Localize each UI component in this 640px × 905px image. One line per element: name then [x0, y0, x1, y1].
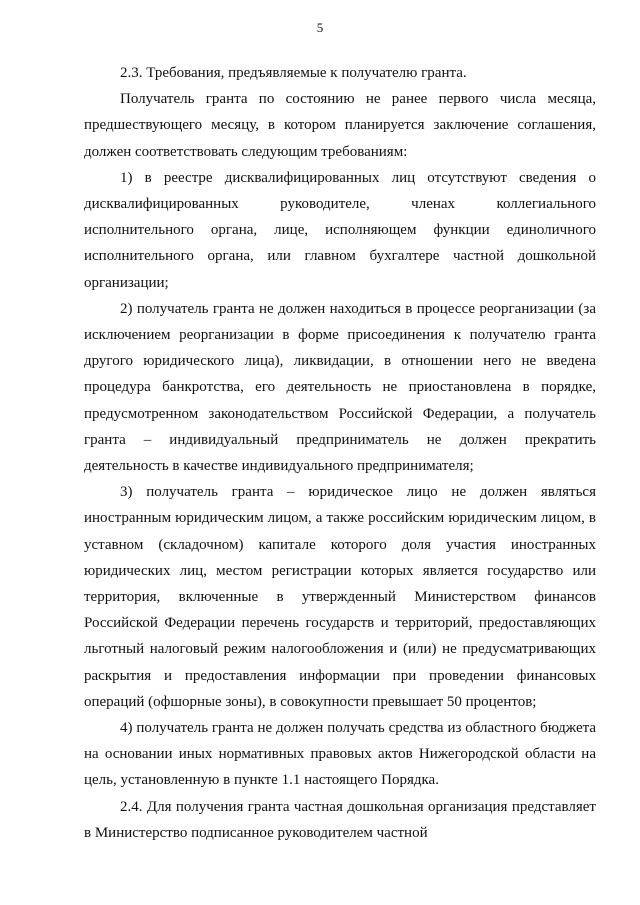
list-item-1: 1) в реестре дисквалифицированных лиц отсутствуют сведения о дисквалифицированных руководителе, членах коллегиального исполнительного органа, лице, исполняющем функции единоличного исполнительного органа, или главном бухгалтере частной дошкольной организации; [84, 169, 596, 291]
list-item-3: 3) получатель гранта – юридическое лицо не должен являться иностранным юридическим лицом, а также российским юридическим лицом, в уставном (складочном) капитале которого доля участия иностранных юридических лиц, местом регистрации которых является государство или территория, включенные в утвержденный Министерством финансов Российской Федерации перечень государств и территорий, предоставляющих льготный налоговый режим налогообложения и (или) не предусматривающих раскрытия и предоставления информации при проведении финансовых операций (офшорные зоны), в совокупности превышает 50 процентов; [84, 484, 596, 710]
paragraph-requirements-intro: Получатель гранта по состоянию не ранее первого числа месяца, предшествующего месяцу, в котором планируется заключение соглашения, должен соответствовать следующим требованиям: [84, 91, 596, 160]
paragraph-2-4: 2.4. Для получения гранта частная дошкольная организация представляет в Министерство подписанное руководителем частной [84, 798, 596, 841]
page-number: 5 [316, 20, 324, 35]
document-body [84, 60, 596, 846]
section-heading-2-3: 2.3. Требования, предъявляемые к получателю гранта. [120, 65, 467, 81]
list-item-2: 2) получатель гранта не должен находиться в процессе реорганизации (за исключением реорганизации в форме присоединения к получателю гранта другого юридического лица), ликвидации, в отношении него не введена процедура банкротства, его деятельность не приостановлена в порядке, предусмотренном законодательством Российской Федерации, а получатель гранта – индивидуальный предприниматель не должен прекратить деятельность в качестве индивидуального предпринимателя; [84, 300, 596, 475]
list-item-4: 4) получатель гранта не должен получать средства из областного бюджета на основании иных нормативных правовых актов Нижегородской области на цель, установленную в пункте 1.1 настоящего Порядка. [84, 720, 596, 789]
